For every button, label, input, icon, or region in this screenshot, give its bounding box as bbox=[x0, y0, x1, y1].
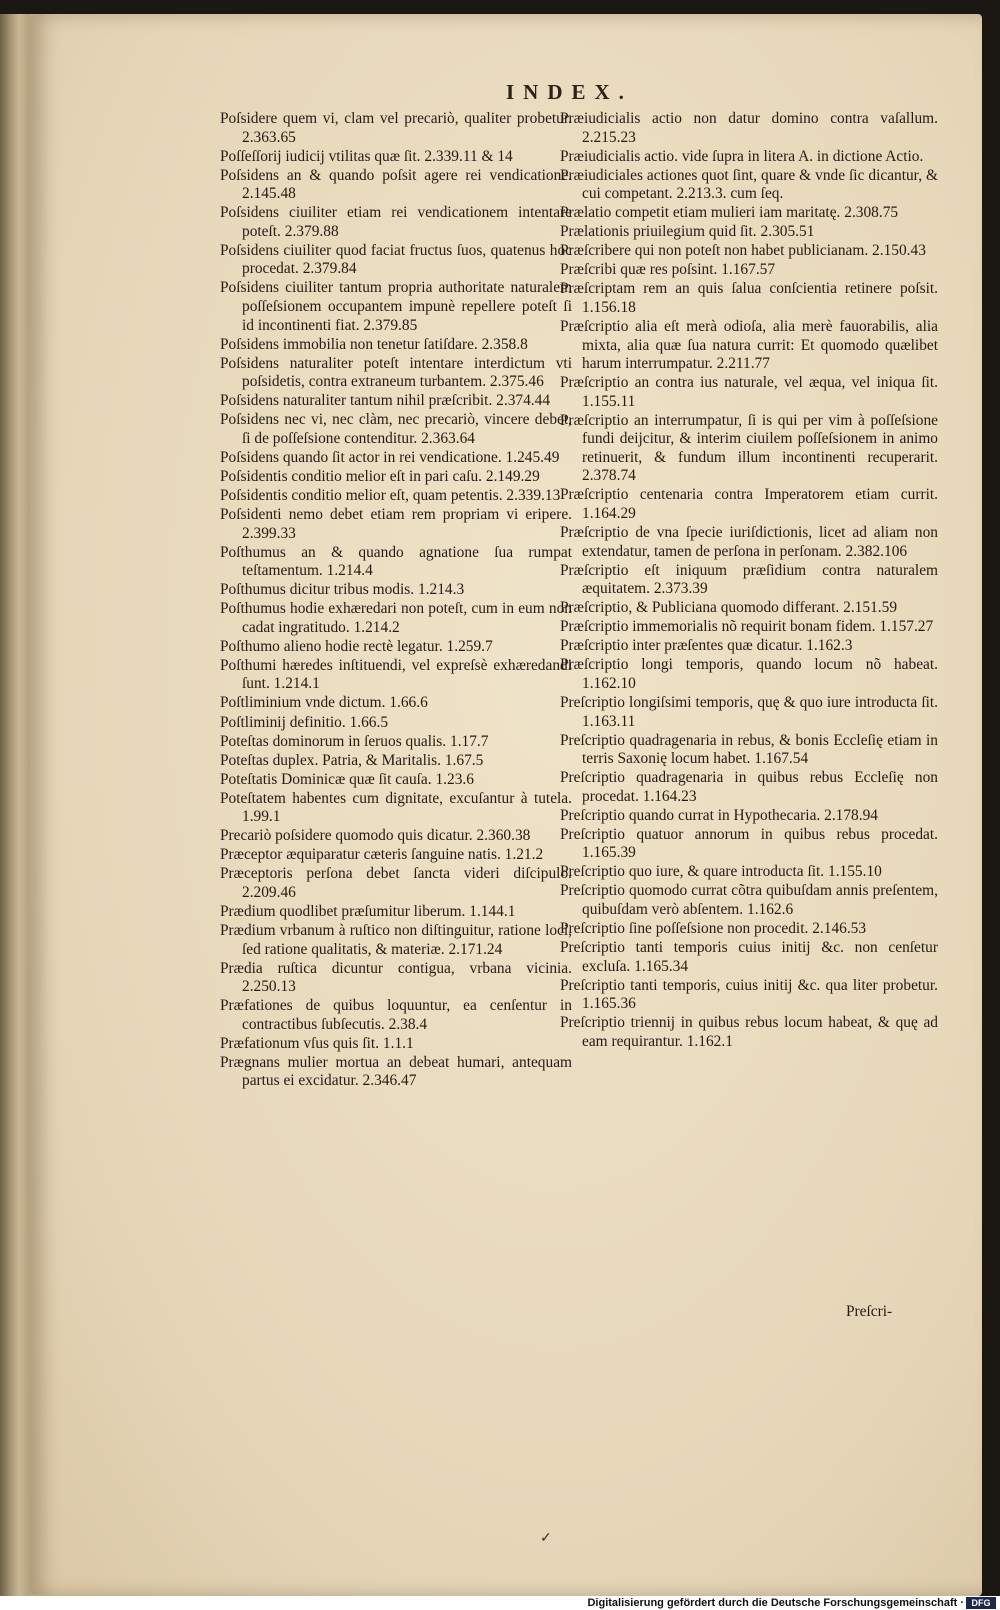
index-entry-reference: 2.305.51 bbox=[760, 223, 815, 241]
index-entry-text: Præceptor æquiparatur cæteris ſanguine natis. bbox=[220, 846, 501, 864]
index-entry-reference: 2.308.75 bbox=[844, 204, 899, 222]
index-entry bbox=[220, 449, 572, 468]
index-entry-text: Præſcriptio an contra ius naturale, vel æqua, vel iniqua ſit. bbox=[560, 374, 938, 392]
index-entry-text: Poſthumo alieno hodie rectè legatur. bbox=[220, 637, 443, 655]
index-entry-text: Præſcriptio inter præſentes quæ dicatur. bbox=[560, 637, 803, 655]
index-entry bbox=[560, 204, 938, 223]
index-entry bbox=[220, 694, 572, 713]
index-entry-reference: 1.163.11 bbox=[582, 712, 636, 730]
index-entry bbox=[220, 1035, 572, 1054]
index-entry-text: Præfationes de quibus loquuntur, ea cenſentur in contractibus ſubſecutis. bbox=[220, 997, 572, 1033]
index-entry-text: Præſcriptio alia eſt merà odioſa, alia merè fauorabilis, alia mixta, alia quæ ſua natura currit: Et quomodo quælibet harum interrumpatur. bbox=[560, 318, 938, 373]
index-entry-text: Poſthumus an & quando agnatione ſua rumpat teſtamentum. bbox=[220, 543, 572, 580]
index-entry-reference: 2.363.64 bbox=[421, 429, 475, 447]
index-entry bbox=[220, 600, 572, 637]
index-entry bbox=[220, 468, 572, 487]
index-entry-text: Prædia ruſtica dicuntur contigua, vrbana vicinia. bbox=[220, 959, 572, 977]
index-entry-text: Preſcriptio quadragenaria in rebus, & bonis Eccleſię etiam in terris Saxonię locum habet. bbox=[560, 731, 938, 768]
index-entry-reference: 1.214.3 bbox=[417, 581, 465, 599]
index-entry-reference: 1.21.2 bbox=[504, 846, 544, 864]
index-entry-text: Preſcriptio quo iure, & quare introducta ſit. bbox=[560, 863, 825, 881]
index-entry-reference: 2.145.48 bbox=[242, 185, 296, 203]
index-column-right bbox=[560, 110, 938, 1052]
index-entry-reference: 1.66.5 bbox=[349, 713, 389, 731]
index-entry bbox=[220, 544, 572, 581]
index-entry-text: Poſsidentis conditio melior eſt, quam petentis. bbox=[220, 486, 503, 504]
ink-mark: ✓ bbox=[540, 1531, 552, 1546]
index-entry-reference: 1.99.1 bbox=[242, 808, 281, 826]
index-entry bbox=[560, 223, 938, 242]
index-entry bbox=[220, 336, 572, 355]
index-entry-reference: 1.214.4 bbox=[326, 562, 373, 580]
index-entry-reference: 1.155.11 bbox=[582, 392, 636, 410]
index-entry bbox=[560, 318, 938, 374]
index-entry-reference: 2.38.4 bbox=[388, 1015, 428, 1033]
index-entry bbox=[560, 599, 938, 618]
index-entry bbox=[560, 863, 938, 882]
index-entry bbox=[560, 826, 938, 863]
index-entry bbox=[220, 903, 572, 922]
index-entry bbox=[560, 939, 938, 976]
footer-bar bbox=[0, 1596, 1000, 1610]
index-entry bbox=[560, 732, 938, 769]
index-entry bbox=[220, 110, 572, 147]
index-entry-reference: 1.259.7 bbox=[446, 637, 493, 655]
index-entry-text: Preſcriptio quadragenaria in quibus rebus Eccleſię non procedat. bbox=[560, 769, 938, 805]
index-entry-reference: 1.167.54 bbox=[754, 750, 809, 768]
index-entry bbox=[560, 618, 938, 637]
index-entry-text: Poſsidere quem vi, clam vel precariò, qualiter probetur. bbox=[220, 110, 572, 127]
index-entry-text: Poſthumus dicitur tribus modis. bbox=[220, 581, 415, 599]
index-entry bbox=[220, 355, 572, 392]
index-entry bbox=[560, 242, 938, 261]
index-entry-reference: 2.373.39 bbox=[653, 580, 708, 598]
index-entry bbox=[220, 960, 572, 997]
index-entry-text: Poſsidens ciuiliter etiam rei vendicationem intentare poteſt. bbox=[220, 204, 572, 240]
index-entry-reference: 1.165.36 bbox=[582, 995, 636, 1013]
index-entry bbox=[560, 562, 938, 599]
index-entry-text: Poſsidens naturaliter tantum nihil præſcribit. bbox=[220, 392, 493, 410]
index-entry-reference: 1.1.1 bbox=[382, 1034, 414, 1052]
index-entry-reference: 1.164.29 bbox=[582, 504, 636, 522]
index-entry-reference: 2.358.8 bbox=[481, 335, 528, 353]
index-entry-text: Preſcriptio quomodo currat cõtra quibuſdam annis preſentem, quibuſdam verò abſentem. bbox=[560, 882, 938, 918]
index-entry-reference: 2.363.65 bbox=[242, 128, 296, 146]
index-entry-text: Poteſtatem habentes cum dignitate, excuſantur à tutela. bbox=[220, 789, 572, 807]
index-entry-text: Prælationis priuilegium quid ſit. bbox=[560, 223, 757, 241]
index-entry bbox=[560, 882, 938, 919]
index-entry-text: Poſsidens ciuiliter quod faciat fructus ſuos, quatenus hoc procedat. bbox=[220, 241, 572, 278]
index-entry-text: Præiudicialis actio non datur domino contra vaſallum. bbox=[560, 110, 938, 127]
index-entry-text: Præſcriptio an interrumpatur, ſi is qui per vim à poſſeſsione fundi deijcitur, & interim ciuilem poſſeſsionem in animo retinuerit, & fundum illum incontinenti recuperarit. bbox=[560, 411, 938, 466]
index-entry-text: Prædium vrbanum à ruſtico non diſtinguitur, ratione loci, ſed ratione qualitatis, & materiæ. bbox=[220, 922, 572, 958]
index-entry-reference: 2.375.46 bbox=[489, 373, 544, 391]
index-entry-reference: 1.162.10 bbox=[582, 674, 636, 692]
index-entry-text: Præſcriptam rem an quis ſalua conſcientia retinere poſsit. bbox=[560, 280, 938, 298]
index-entry-text: Præſcribere qui non poteſt non habet publicianam. bbox=[560, 242, 869, 260]
index-entry-text: Poſtliminij definitio. bbox=[220, 713, 346, 731]
index-entry bbox=[220, 506, 572, 543]
index-entry bbox=[560, 261, 938, 280]
index-entry-reference: 2.149.29 bbox=[485, 467, 540, 485]
index-entry-reference: 2.382.106 bbox=[845, 542, 908, 560]
index-entry-text: Præceptoris perſona debet ſancta videri diſcipulo. bbox=[220, 865, 572, 883]
index-entry-reference: 1.144.1 bbox=[469, 902, 516, 920]
index-entry bbox=[220, 279, 572, 335]
catchword: Preſcri- bbox=[846, 1303, 893, 1320]
index-entry-reference: 1.162.6 bbox=[747, 900, 794, 918]
index-entry bbox=[220, 846, 572, 865]
index-entry-reference: 1.17.7 bbox=[450, 732, 489, 750]
index-entry bbox=[560, 656, 938, 693]
index-entry bbox=[220, 771, 572, 790]
index-entry-text: Præſcriptio de vna ſpecie iuriſdictionis, licet ad aliam non extendatur, tamen de perſona in perſonam. bbox=[560, 524, 938, 560]
index-entry bbox=[220, 733, 572, 752]
index-entry-reference: 1.167.57 bbox=[721, 261, 776, 279]
index-entry-text: Precariò poſsidere quomodo quis dicatur. bbox=[220, 827, 473, 845]
index-entry-reference: 2.360.38 bbox=[476, 827, 531, 845]
index-entry-text: Preſcriptio tanti temporis, cuius initij &c. qua liter probetur. bbox=[560, 976, 938, 994]
index-entry-text: Prædium quodlibet præſumitur liberum. bbox=[220, 902, 466, 920]
index-entry-text: Præiudiciales actiones quot ſint, quare & vnde ſic dicantur, & cui competant. bbox=[560, 166, 938, 203]
page-header-title: INDEX. bbox=[506, 80, 633, 104]
index-entry bbox=[560, 1014, 938, 1051]
index-entry-text: Poſthumi hæredes inſtituendi, vel expreſsè exhæredandi ſunt. bbox=[220, 656, 572, 693]
index-entry-text: Poſsidens naturaliter poteſt intentare interdictum vti poſsidetis, contra extraneum turbantem. bbox=[220, 354, 572, 391]
index-entry bbox=[220, 1054, 572, 1091]
index-entry-reference: 1.164.23 bbox=[642, 787, 697, 805]
index-entry-reference: 1.214.1 bbox=[273, 675, 320, 693]
index-entry bbox=[220, 657, 572, 694]
index-entry-reference: 2.379.88 bbox=[284, 222, 339, 240]
index-entry-reference: 1.162.3 bbox=[806, 637, 853, 655]
index-entry-reference: 2.339.13 bbox=[506, 486, 561, 504]
index-entry-text: Poſsidens ciuiliter tantum propria authoritate naturalem poſſeſsionem occupantem impunè repellere poteſt ſi id incontinenti fiat. bbox=[220, 279, 572, 334]
index-entry-text: Poteſtas dominorum in ſeruos qualis. bbox=[220, 732, 447, 750]
funding-notice: Digitalisierung gefördert durch die Deutsche Forschungsgemeinschaft · bbox=[587, 1597, 964, 1609]
index-entry-reference: 1.157.27 bbox=[879, 618, 934, 636]
index-entry-reference: 2.339.11 & 14 bbox=[424, 147, 513, 165]
index-entry bbox=[220, 638, 572, 657]
index-entry bbox=[220, 148, 572, 167]
index-entry-reference: 1.165.39 bbox=[582, 844, 636, 862]
index-entry-text: Preſcriptio ſine poſſeſsione non procedit. bbox=[560, 920, 809, 938]
index-entry-text: Poteſtatis Dominicæ quæ ſit cauſa. bbox=[220, 770, 432, 788]
index-entry bbox=[220, 790, 572, 827]
index-entry-text: Poſſeſſorij iudicij vtilitas quæ ſit. bbox=[220, 147, 421, 165]
index-entry-text: Poſsidens nec vi, nec clàm, nec precariò, vincere debet, ſi de poſſeſsione contenditur. bbox=[220, 411, 572, 447]
index-entry-reference: 2.213.3. cum ſeq. bbox=[676, 185, 784, 203]
index-entry-reference: 1.66.6 bbox=[389, 694, 428, 712]
index-entry-reference: 2.150.43 bbox=[872, 242, 926, 260]
index-entry-reference: 2.171.24 bbox=[448, 940, 503, 958]
index-entry bbox=[560, 807, 938, 826]
index-entry-reference: 2.379.84 bbox=[302, 260, 357, 278]
index-entry bbox=[560, 637, 938, 656]
index-entry bbox=[560, 977, 938, 1014]
index-entry-reference: 1.165.34 bbox=[634, 957, 689, 975]
index-entry bbox=[560, 769, 938, 806]
index-entry bbox=[560, 412, 938, 486]
index-entry-reference: 2.346.47 bbox=[362, 1072, 417, 1090]
index-entry-reference: 2.211.77 bbox=[716, 355, 770, 373]
index-entry bbox=[220, 581, 572, 600]
index-entry bbox=[560, 486, 938, 523]
index-entry-text: Preſcriptio triennij in quibus rebus locum habeat, & quę ad eam requirantur. bbox=[560, 1014, 938, 1050]
index-entry bbox=[560, 374, 938, 411]
index-entry bbox=[560, 148, 938, 167]
index-entry-reference: 1.155.10 bbox=[828, 863, 882, 881]
index-entry-reference: 2.399.33 bbox=[242, 524, 296, 542]
index-entry-reference: 2.378.74 bbox=[582, 467, 636, 485]
index-entry bbox=[220, 487, 572, 506]
index-entry-text: Præſcriptio eſt iniquum præſidium contra naturalem æquitatem. bbox=[560, 561, 938, 598]
index-entry-text: Præſcriptio, & Publiciana quomodo differant. bbox=[560, 599, 840, 617]
index-entry bbox=[220, 922, 572, 959]
index-entry bbox=[560, 694, 938, 731]
index-entry bbox=[220, 714, 572, 733]
index-entry-text: Poſsidenti nemo debet etiam rem propriam vi eripere. bbox=[220, 505, 572, 523]
index-entry bbox=[560, 524, 938, 561]
index-entry bbox=[220, 242, 572, 279]
index-entry-text: Præiudicialis actio. vide ſupra in litera A. in dictione Actio. bbox=[560, 147, 924, 165]
index-entry-text: Præſcriptio immemorialis nõ requirit bonam fidem. bbox=[560, 618, 876, 636]
dfg-logo: DFG bbox=[966, 1597, 996, 1609]
index-entry-text: Poſsidens immobilia non tenetur ſatiſdare. bbox=[220, 335, 478, 353]
index-entry-text: Poteſtas duplex. Patria, & Maritalis. bbox=[220, 751, 441, 769]
index-entry bbox=[220, 827, 572, 846]
index-entry bbox=[220, 204, 572, 241]
index-entry bbox=[560, 280, 938, 317]
index-entry bbox=[220, 865, 572, 902]
index-entry-text: Preſcriptio quatuor annorum in quibus rebus procedat. bbox=[560, 825, 938, 843]
index-entry bbox=[560, 920, 938, 939]
index-entry-reference: 1.23.6 bbox=[435, 770, 474, 788]
index-entry-reference: 1.245.49 bbox=[505, 448, 560, 466]
index-entry-text: Præſcriptio centenaria contra Imperatorem etiam currit. bbox=[560, 486, 938, 504]
index-entry-text: Prægnans mulier mortua an debeat humari, antequam partus ei excidatur. bbox=[220, 1053, 572, 1090]
index-entry-reference: 2.379.85 bbox=[363, 316, 418, 334]
index-entry bbox=[220, 997, 572, 1034]
index-entry bbox=[220, 392, 572, 411]
index-entry-text: Præſcriptio longi temporis, quando locum nõ habeat. bbox=[560, 656, 938, 674]
index-entry-reference: 2.178.94 bbox=[824, 806, 878, 824]
index-column-left bbox=[220, 110, 572, 1091]
index-entry bbox=[560, 167, 938, 204]
index-entry-text: Præfationum vſus quis ſit. bbox=[220, 1034, 380, 1052]
index-entry-text: Poſsidens quando ſit actor in rei vendicatione. bbox=[220, 448, 502, 466]
index-entry bbox=[220, 411, 572, 448]
index-entry-reference: 2.250.13 bbox=[242, 978, 296, 996]
index-entry bbox=[220, 167, 572, 204]
index-entry-text: Poſtliminium vnde dictum. bbox=[220, 694, 386, 712]
index-entry-reference: 2.151.59 bbox=[843, 599, 898, 617]
index-entry-text: Preſcriptio quando currat in Hypothecaria. bbox=[560, 806, 821, 824]
index-entry-reference: 2.374.44 bbox=[496, 392, 551, 410]
index-entry-reference: 2.146.53 bbox=[812, 920, 867, 938]
index-entry-text: Poſsidentis conditio melior eſt in pari caſu. bbox=[220, 467, 483, 485]
index-entry-text: Prælatio competit etiam mulieri iam maritatę. bbox=[560, 204, 841, 222]
index-entry-reference: 1.214.2 bbox=[353, 618, 400, 636]
index-entry-reference: 2.209.46 bbox=[242, 883, 296, 901]
index-entry-text: Preſcriptio longiſsimi temporis, quę & quo iure introducta ſit. bbox=[560, 693, 938, 711]
index-entry-reference: 1.162.1 bbox=[686, 1032, 733, 1050]
index-entry bbox=[220, 752, 572, 771]
index-entry-reference: 2.215.23 bbox=[582, 128, 636, 146]
index-entry bbox=[560, 110, 938, 147]
index-entry-text: Preſcriptio tanti temporis cuius initij &c. non cenſetur excluſa. bbox=[560, 939, 938, 975]
index-entry-text: Poſthumus hodie exhæredari non poteſt, cum in eum non cadat ingratitudo. bbox=[220, 600, 572, 636]
index-entry-reference: 1.67.5 bbox=[444, 751, 484, 769]
index-entry-text: Poſsidens an & quando poſsit agere rei vendicatione. bbox=[220, 166, 572, 184]
index-entry-reference: 1.156.18 bbox=[582, 298, 636, 316]
index-entry-text: Præſcribi quæ res poſsint. bbox=[560, 261, 718, 279]
